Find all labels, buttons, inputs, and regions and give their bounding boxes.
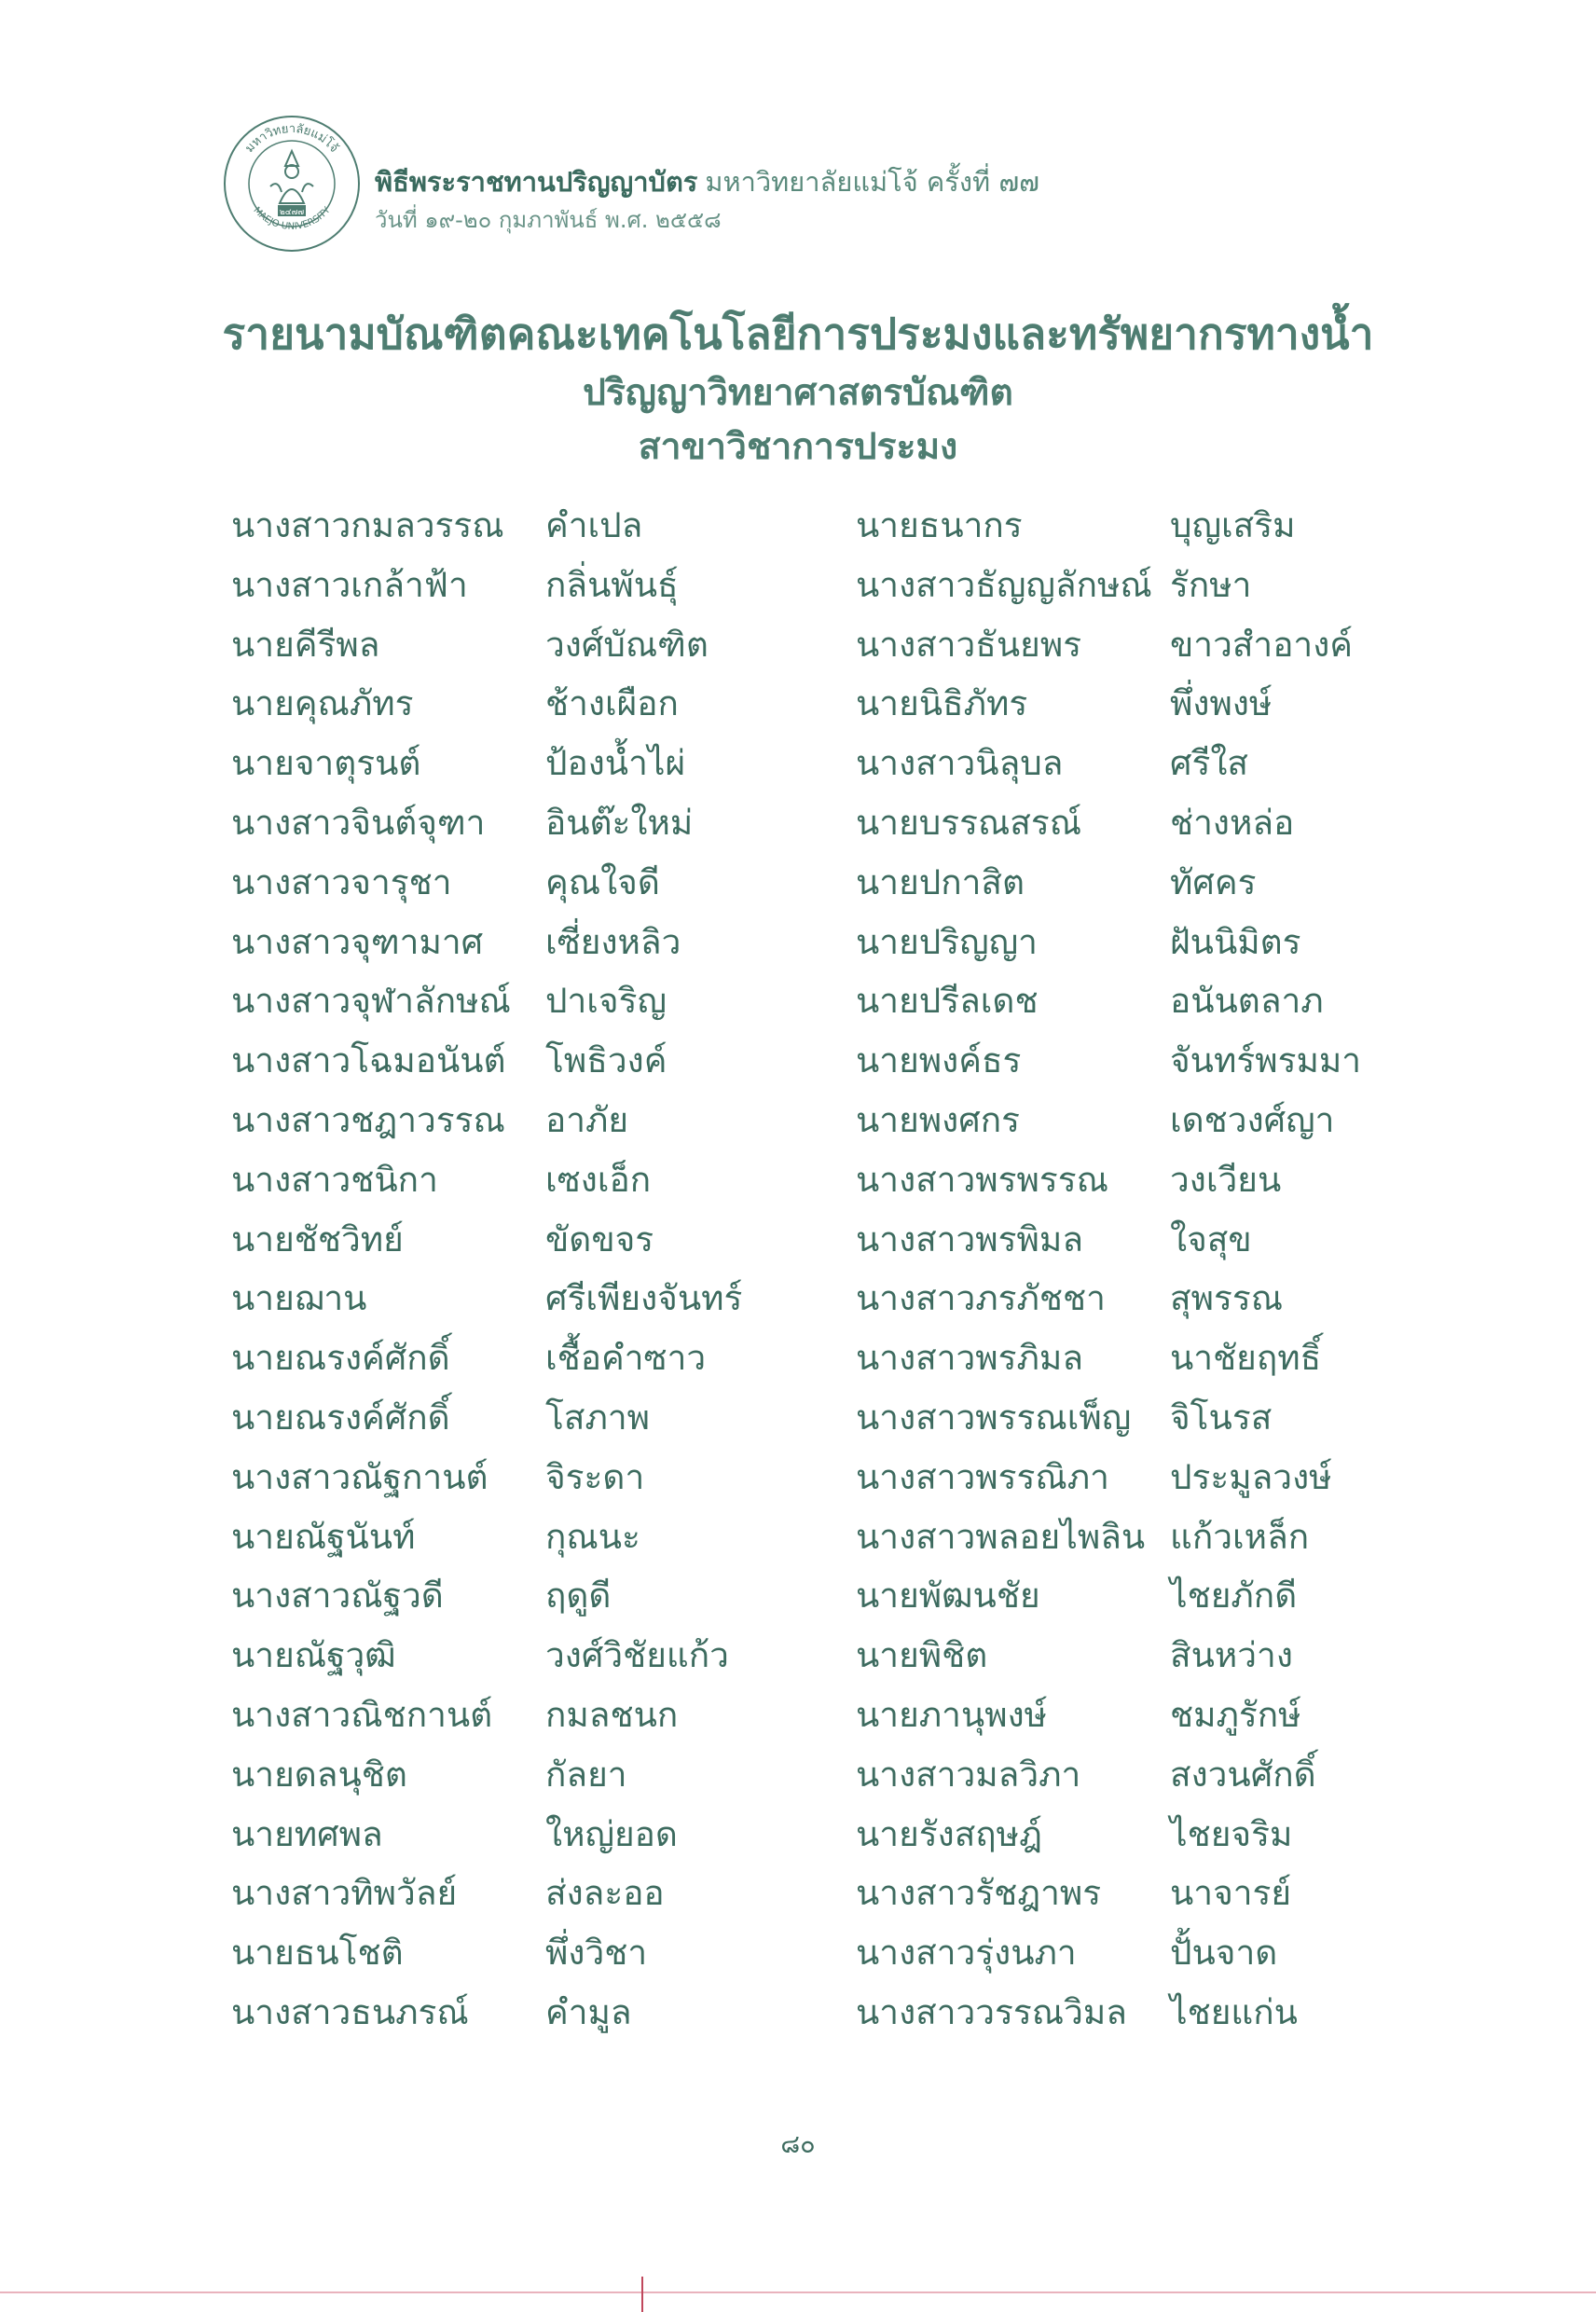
left-first-name: นางสาวณัฐวดี bbox=[231, 1576, 444, 1617]
right-last-name: วงเวียน bbox=[1170, 1159, 1282, 1200]
right-last-name: ทัศคร bbox=[1170, 861, 1257, 902]
university-logo bbox=[222, 114, 362, 254]
right-last-name: อนันตลาภ bbox=[1170, 981, 1324, 1022]
left-first-name: นางสาวจุฑามาศ bbox=[231, 921, 484, 962]
left-last-name: คำเปล bbox=[545, 505, 643, 545]
left-last-name: อินต๊ะใหม่ bbox=[545, 803, 694, 843]
left-last-name: ใหญ่ยอด bbox=[545, 1813, 678, 1854]
graduate-row bbox=[0, 1628, 1596, 1684]
left-last-name: จิระดา bbox=[545, 1456, 645, 1497]
left-first-name: นางสาวชฎาวรรณ bbox=[231, 1100, 505, 1140]
right-first-name: นางสาวพรภิมล bbox=[856, 1338, 1083, 1379]
left-last-name: พึ่งวิชา bbox=[545, 1933, 648, 1974]
right-first-name: นายภานุพงษ์ bbox=[856, 1695, 1048, 1735]
right-first-name: นายปรีลเดช bbox=[856, 981, 1039, 1022]
right-first-name: นางสาวพรรณิภา bbox=[856, 1456, 1109, 1497]
right-last-name: สงวนศักดิ์ bbox=[1170, 1754, 1316, 1795]
left-first-name: นางสาวกมลวรรณ bbox=[231, 505, 504, 545]
right-last-name: ฝันนิมิตร bbox=[1170, 921, 1301, 962]
right-first-name: นายปริญญา bbox=[856, 921, 1038, 962]
faculty-title: รายนามบัณฑิตคณะเทคโนโลยีการประมงและทรัพยากรทางน้ำ bbox=[222, 309, 1374, 359]
right-first-name: นางสาวธันยพร bbox=[856, 624, 1082, 665]
left-last-name: คำมูล bbox=[545, 1992, 632, 2032]
graduate-row bbox=[0, 1568, 1596, 1624]
right-last-name: สินหว่าง bbox=[1170, 1635, 1293, 1676]
right-first-name: นางสาววรรณวิมล bbox=[856, 1992, 1127, 2032]
left-first-name: นายทศพล bbox=[231, 1813, 383, 1854]
right-first-name: นายนิธิภัทร bbox=[856, 683, 1028, 724]
right-last-name: ช่างหล่อ bbox=[1170, 803, 1295, 843]
left-first-name: นางสาวจินต์จุฑา bbox=[231, 803, 486, 843]
left-last-name: ส่งละออ bbox=[545, 1873, 665, 1914]
right-last-name: พึ่งพงษ์ bbox=[1170, 683, 1273, 724]
left-first-name: นายฌาน bbox=[231, 1278, 367, 1319]
left-first-name: นางสาวธนภรณ์ bbox=[231, 1992, 469, 2032]
right-last-name: จันทร์พรมมา bbox=[1170, 1040, 1362, 1081]
right-first-name: นางสาวพรพิมล bbox=[856, 1218, 1083, 1259]
graduate-row bbox=[0, 1865, 1596, 1921]
graduate-row bbox=[0, 795, 1596, 851]
left-last-name: อาภัย bbox=[545, 1100, 629, 1140]
right-last-name: เดชวงศ์ญา bbox=[1170, 1100, 1335, 1140]
graduate-row bbox=[0, 1450, 1596, 1506]
right-last-name: จิโนรส bbox=[1170, 1397, 1273, 1438]
graduate-row bbox=[0, 855, 1596, 911]
right-first-name: นางสาวพรรณเพ็ญ bbox=[856, 1397, 1132, 1438]
left-first-name: นายชัชวิทย์ bbox=[231, 1218, 404, 1259]
left-first-name: นายณรงค์ศักดิ์ bbox=[231, 1397, 450, 1438]
graduate-row bbox=[0, 1152, 1596, 1208]
left-first-name: นายณัฐวุฒิ bbox=[231, 1635, 396, 1676]
left-first-name: นายณรงค์ศักดิ์ bbox=[231, 1338, 450, 1379]
left-first-name: นางสาวณิชกานต์ bbox=[231, 1695, 493, 1735]
margin-tick bbox=[641, 2277, 643, 2312]
right-first-name: นางสาวรุ่งนภา bbox=[856, 1933, 1077, 1974]
right-last-name: นาจารย์ bbox=[1170, 1873, 1292, 1914]
right-last-name: ไชยจริม bbox=[1170, 1813, 1293, 1854]
right-last-name: ศรีใส bbox=[1170, 743, 1249, 784]
logo-year: ๒๔๗๗ bbox=[279, 208, 305, 217]
right-last-name: นาชัยฤทธิ์ bbox=[1170, 1338, 1322, 1379]
left-last-name: วงศ์วิชัยแก้ว bbox=[545, 1635, 729, 1676]
graduate-row bbox=[0, 557, 1596, 613]
left-last-name: คุณใจดี bbox=[545, 861, 660, 902]
right-last-name: ขาวสำอางค์ bbox=[1170, 624, 1354, 665]
right-first-name: นางสาวรัชฎาพร bbox=[856, 1873, 1102, 1914]
graduate-row bbox=[0, 1033, 1596, 1089]
right-last-name: ปั้นจาด bbox=[1170, 1933, 1278, 1974]
left-last-name: กุณนะ bbox=[545, 1516, 640, 1557]
graduate-row bbox=[0, 1271, 1596, 1327]
left-first-name: นางสาวณัฐกานต์ bbox=[231, 1456, 488, 1497]
left-last-name: ป้องน้ำไผ่ bbox=[545, 743, 686, 784]
left-first-name: นางสาวทิพวัลย์ bbox=[231, 1873, 458, 1914]
page-number: ๘๐ bbox=[780, 2130, 816, 2159]
bottom-rule bbox=[0, 2291, 1596, 2293]
graduate-row bbox=[0, 973, 1596, 1029]
left-last-name: กัลยา bbox=[545, 1754, 627, 1795]
right-first-name: นายพิชิต bbox=[856, 1635, 988, 1676]
graduate-row bbox=[0, 736, 1596, 791]
graduate-row bbox=[0, 1390, 1596, 1446]
left-last-name: ขัดขจร bbox=[545, 1218, 654, 1259]
left-last-name: เซงเอ็ก bbox=[545, 1159, 652, 1200]
left-first-name: นายดลนุชิต bbox=[231, 1754, 407, 1795]
right-first-name: นายปกาสิต bbox=[856, 861, 1025, 902]
left-first-name: นางสาวเกล้าฟ้า bbox=[231, 564, 468, 605]
university-round: มหาวิทยาลัยแม่โจ้ ครั้งที่ ๗๗ bbox=[705, 166, 1039, 198]
right-first-name: นางสาวพลอยไพลิน bbox=[856, 1516, 1146, 1557]
major-title: สาขาวิชาการประมง bbox=[638, 426, 958, 468]
left-last-name: โสภาพ bbox=[545, 1397, 651, 1438]
left-last-name: ช้างเผือก bbox=[545, 683, 679, 724]
right-first-name: นายรังสฤษฎ์ bbox=[856, 1813, 1042, 1854]
right-first-name: นางสาวภรภัชชา bbox=[856, 1278, 1106, 1319]
graduate-row bbox=[0, 1925, 1596, 1981]
left-last-name: กมลชนก bbox=[545, 1695, 679, 1735]
left-first-name: นางสาวชนิกา bbox=[231, 1159, 438, 1200]
logo-text-top: มหาวิทยาลัยแม่โจ้ bbox=[242, 121, 341, 156]
ceremony-heading bbox=[375, 160, 1039, 203]
graduate-row bbox=[0, 676, 1596, 732]
right-first-name: นายพัฒนชัย bbox=[856, 1576, 1040, 1617]
ceremony-name: พิธีพระราชทานปริญญาบัตร bbox=[375, 166, 698, 198]
graduate-row bbox=[0, 1212, 1596, 1268]
right-last-name: บุญเสริม bbox=[1170, 505, 1296, 545]
left-last-name: กลิ่นพันธุ์ bbox=[545, 564, 679, 605]
graduate-row bbox=[0, 915, 1596, 970]
ceremony-date: วันที่ ๑๙-๒๐ กุมภาพันธ์ พ.ศ. ๒๕๕๘ bbox=[375, 207, 722, 233]
left-first-name: นายคุณภัทร bbox=[231, 683, 414, 724]
left-last-name: ฤดูดี bbox=[545, 1576, 612, 1617]
right-last-name: ไชยแก่น bbox=[1170, 1992, 1298, 2032]
right-last-name: แก้วเหล็ก bbox=[1170, 1516, 1310, 1557]
right-first-name: นางสาวธัญญลักษณ์ bbox=[856, 564, 1152, 605]
right-first-name: นายธนากร bbox=[856, 505, 1023, 545]
graduate-row bbox=[0, 1330, 1596, 1386]
graduate-row bbox=[0, 498, 1596, 554]
left-first-name: นางสาวโฉมอนันต์ bbox=[231, 1040, 506, 1081]
left-last-name: เชื้อคำซาว bbox=[545, 1338, 707, 1379]
right-first-name: นางสาวมลวิภา bbox=[856, 1754, 1081, 1795]
right-last-name: ใจสุข bbox=[1170, 1218, 1252, 1259]
graduate-row bbox=[0, 1509, 1596, 1565]
graduate-row bbox=[0, 1807, 1596, 1863]
right-first-name: นายบรรณสรณ์ bbox=[856, 803, 1082, 843]
graduate-row bbox=[0, 1747, 1596, 1803]
graduate-row bbox=[0, 1687, 1596, 1743]
logo-text-bottom: MAEJO UNIVERSITY bbox=[251, 205, 333, 232]
degree-title: ปริญญาวิทยาศาสตรบัณฑิต bbox=[583, 372, 1013, 414]
left-last-name: ปาเจริญ bbox=[545, 981, 667, 1022]
left-first-name: นายณัฐนันท์ bbox=[231, 1516, 416, 1557]
right-first-name: นางสาวนิลุบล bbox=[856, 743, 1064, 784]
left-first-name: นายจาตุรนต์ bbox=[231, 743, 421, 784]
right-last-name: ไชยภักดี bbox=[1170, 1576, 1298, 1617]
right-first-name: นายพงศกร bbox=[856, 1100, 1020, 1140]
left-first-name: นางสาวจุฬาลักษณ์ bbox=[231, 981, 511, 1022]
graduate-row bbox=[0, 1093, 1596, 1149]
left-last-name: ศรีเพียงจันทร์ bbox=[545, 1278, 743, 1319]
graduate-row bbox=[0, 617, 1596, 673]
right-last-name: ประมูลวงษ์ bbox=[1170, 1456, 1332, 1497]
right-first-name: นายพงค์ธร bbox=[856, 1040, 1022, 1081]
graduate-row bbox=[0, 1985, 1596, 2041]
left-first-name: นายธนโชติ bbox=[231, 1933, 404, 1974]
right-last-name: ชมภูรักษ์ bbox=[1170, 1695, 1301, 1735]
left-first-name: นางสาวจารุชา bbox=[231, 861, 452, 902]
right-last-name: สุพรรณ bbox=[1170, 1278, 1284, 1319]
left-last-name: โพธิวงค์ bbox=[545, 1040, 667, 1081]
left-last-name: เซี่ยงหลิว bbox=[545, 921, 681, 962]
left-first-name: นายคีรีพล bbox=[231, 624, 380, 665]
left-last-name: วงศ์บัณฑิต bbox=[545, 624, 709, 665]
right-first-name: นางสาวพรพรรณ bbox=[856, 1159, 1108, 1200]
right-last-name: รักษา bbox=[1170, 564, 1252, 605]
